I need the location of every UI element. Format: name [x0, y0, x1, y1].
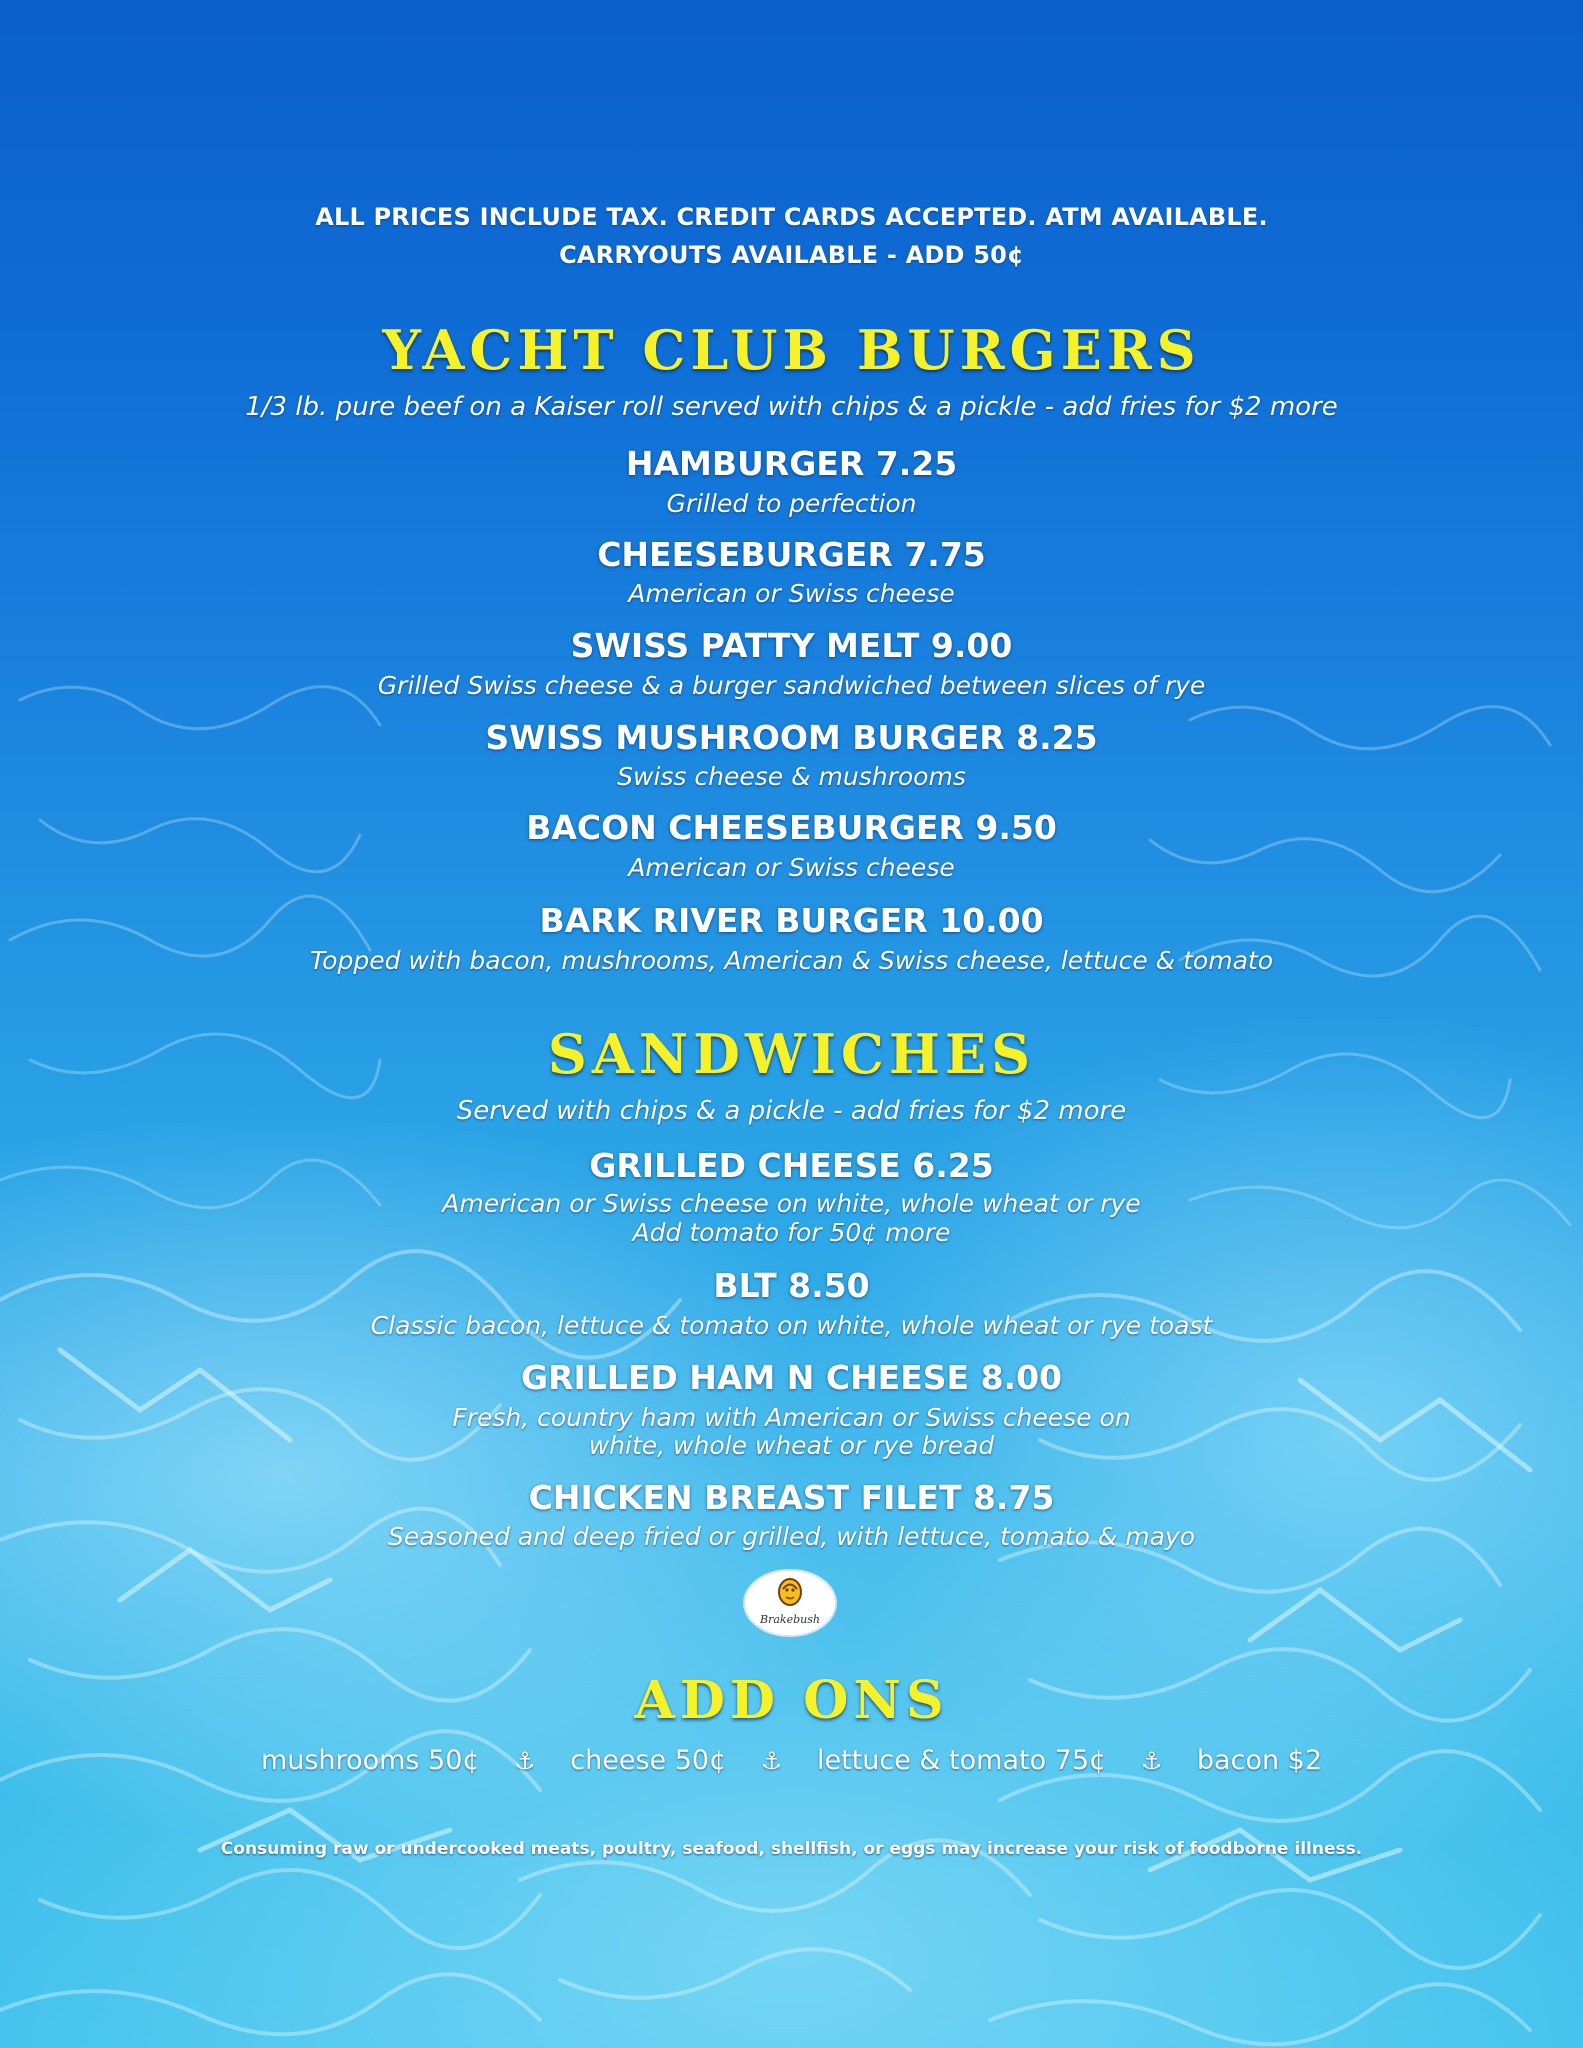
- menu-item-name: GRILLED HAM N CHEESE 8.00: [521, 1358, 1062, 1397]
- menu-item-description: Swiss cheese & mushrooms: [617, 762, 966, 791]
- addon-item: mushrooms 50¢: [260, 1745, 480, 1776]
- addon-item: bacon $2: [1196, 1745, 1323, 1776]
- brakebush-logo: [742, 1568, 838, 1638]
- addons-list: [0, 1745, 1583, 1776]
- notice-line-2: CARRYOUTS AVAILABLE - ADD 50¢: [559, 241, 1024, 269]
- menu-item-name: HAMBURGER 7.25: [625, 444, 958, 483]
- menu-item-name: SWISS MUSHROOM BURGER 8.25: [485, 718, 1098, 757]
- menu-item-description: Seasoned and deep fried or grilled, with lettuce, tomato & mayo: [387, 1522, 1196, 1551]
- anchor-icon: ⚓: [514, 1747, 536, 1775]
- burgers-subtitle: 1/3 lb. pure beef on a Kaiser roll served with chips & a pickle - add fries for $2 more: [245, 392, 1338, 422]
- menu-item-description-line-2: white, whole wheat or rye bread: [588, 1431, 995, 1460]
- menu-item-description: Grilled to perfection: [666, 489, 917, 518]
- menu-item-description: American or Swiss cheese: [628, 579, 955, 608]
- anchor-icon: ⚓: [1140, 1747, 1163, 1775]
- addon-item: cheese 50¢: [570, 1745, 727, 1776]
- menu-item-description-line-2: Add tomato for 50¢ more: [632, 1218, 951, 1247]
- addon-item: lettuce & tomato 75¢: [816, 1745, 1107, 1776]
- menu-item-description: American or Swiss cheese on white, whole wheat or rye: [442, 1189, 1141, 1218]
- menu-item-name: GRILLED CHEESE 6.25: [589, 1146, 994, 1185]
- menu-item-description: Grilled Swiss cheese & a burger sandwiched between slices of rye: [377, 671, 1206, 700]
- menu-item-name: SWISS PATTY MELT 9.00: [570, 626, 1013, 665]
- menu-item-description: Classic bacon, lettuce & tomato on white, whole wheat or rye toast: [370, 1311, 1213, 1340]
- menu-item-name: BARK RIVER BURGER 10.00: [539, 901, 1044, 940]
- svg-text:Brakebush: Brakebush: [760, 1613, 820, 1626]
- menu-item-name: BACON CHEESEBURGER 9.50: [526, 808, 1057, 847]
- sandwiches-subtitle: Served with chips & a pickle - add fries for $2 more: [456, 1096, 1127, 1126]
- menu-item-name: BLT 8.50: [713, 1266, 870, 1305]
- burgers-heading: YACHT CLUB BURGERS: [382, 318, 1201, 382]
- anchor-icon: ⚓: [760, 1747, 783, 1775]
- food-safety-disclaimer: Consuming raw or undercooked meats, poultry, seafood, shellfish, or eggs may increase your risk of foodborne illness.: [220, 1839, 1363, 1859]
- menu-item-description: Topped with bacon, mushrooms, American & Swiss cheese, lettuce & tomato: [309, 946, 1273, 975]
- menu-item-description: Fresh, country ham with American or Swiss cheese on: [452, 1403, 1131, 1432]
- sandwiches-heading: SANDWICHES: [547, 1022, 1036, 1086]
- notice-line-1: ALL PRICES INCLUDE TAX. CREDIT CARDS ACCEPTED. ATM AVAILABLE.: [315, 203, 1268, 231]
- menu-item-description: American or Swiss cheese: [628, 853, 955, 882]
- addons-heading: ADD ONS: [634, 1670, 949, 1731]
- menu-item-name: CHEESEBURGER 7.75: [597, 535, 986, 574]
- menu-item-name: CHICKEN BREAST FILET 8.75: [528, 1478, 1055, 1517]
